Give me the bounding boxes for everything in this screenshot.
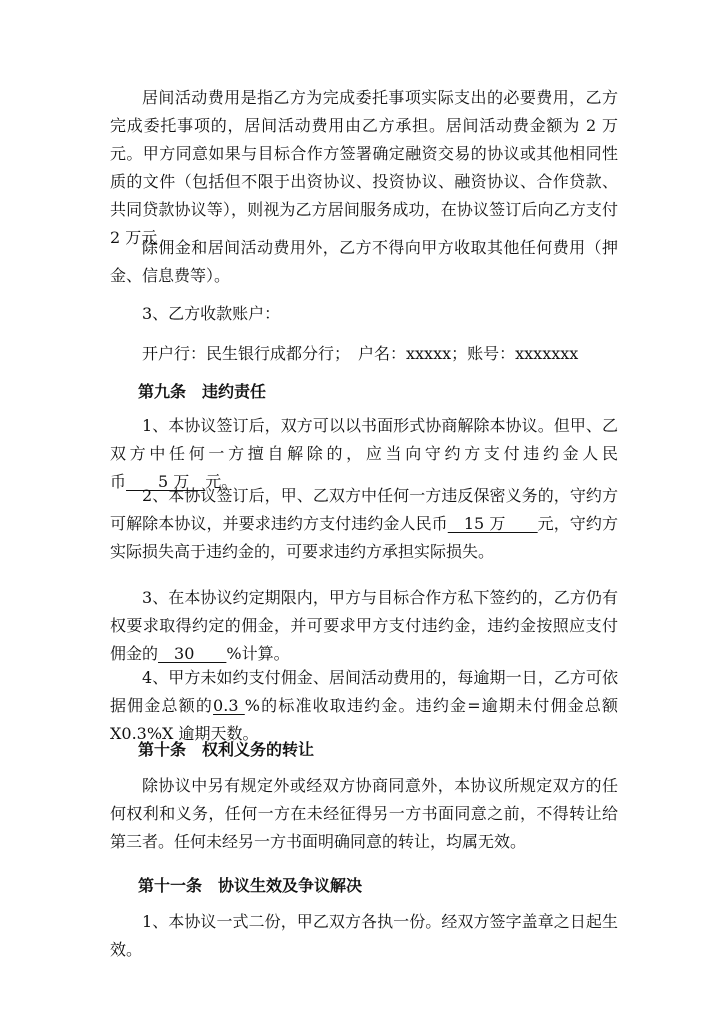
- clause-9-4-rest: %的标准收取违约金。违约金=逾期未付佣金总额X0.3%X 逾期天数。: [110, 696, 618, 743]
- clause-9-2-rest: 元，守约方实际损失高于违约金的，可要求违约方承担实际损失。: [110, 514, 618, 561]
- clause-9-4-rate: 0.3: [213, 696, 245, 715]
- clause-9-3-rest: %计算。: [226, 644, 290, 663]
- clause-9-1-unit: 元。: [205, 472, 238, 491]
- clause-9-2: [110, 482, 618, 566]
- clause-9-3: [110, 584, 618, 668]
- clause-10: 除协议中另有规定外或经双方协商同意外，本协议所规定双方的任何权利和义务，任何一方在未经征得另一方书面同意之前，不得转让给第三者。任何未经另一方书面明确同意的转让，均属无效。: [110, 776, 618, 851]
- clause-9-3-amount: 30: [158, 644, 227, 663]
- clause-9-1-amount: 5 万: [126, 472, 206, 491]
- heading-article-11: 第十一条 协议生效及争议解决: [138, 876, 363, 895]
- heading-article-10: 第十条 权利义务的转让: [138, 740, 315, 759]
- clause-9-2-amount: 15 万: [447, 514, 538, 533]
- clause-11-1: 1、本协议一式二份，甲乙双方各执一份。经双方签字盖章之日起生效。: [110, 912, 618, 959]
- clause-9-2-text: 2、本协议签订后，甲、乙双方中任何一方违反保密义务的，守约方可解除本协议，并要求违约方支付违约金人民币: [110, 486, 618, 533]
- paragraph-bank-account: 开户行：民生银行成都分行； 户名：xxxxx；账号：xxxxxxx: [142, 344, 579, 363]
- heading-article-9: 第九条 违约责任: [138, 382, 267, 401]
- clause-9-1-text: 1、本协议签订后，双方可以以书面形式协商解除本协议。但甲、乙双方中任何一方擅自解除的，应当向守约方支付违约金人民币: [110, 416, 618, 491]
- paragraph-no-other-fees: 除佣金和居间活动费用外，乙方不得向甲方收取其他任何费用（押金、信息费等）。: [110, 238, 618, 285]
- paragraph-intermediary-fee: 居间活动费用是指乙方为完成委托事项实际支出的必要费用，乙方完成委托事项的，居间活动费用由乙方承担。居间活动费金额为 2 万元。甲方同意如果与目标合作方签署确定融资交易的协议或其他相同性质的文件（包括但不限于出资协议、投资协议、融资协议、合作贷款、共同贷款协议等），则视为乙方居间服务成功，在协议签订后向乙方支付 2 万元: [110, 88, 618, 247]
- clause-9-4-text: 4、甲方未如约支付佣金、居间活动费用的，每逾期一日，乙方可依据佣金总额的: [110, 668, 618, 715]
- paragraph-account-title: 3、乙方收款账户：: [142, 304, 281, 323]
- clause-9-3-text: 3、在本协议约定期限内，甲方与目标合作方私下签约的，乙方仍有权要求取得约定的佣金，并可要求甲方支付违约金，违约金按照应支付佣金的: [110, 588, 618, 663]
